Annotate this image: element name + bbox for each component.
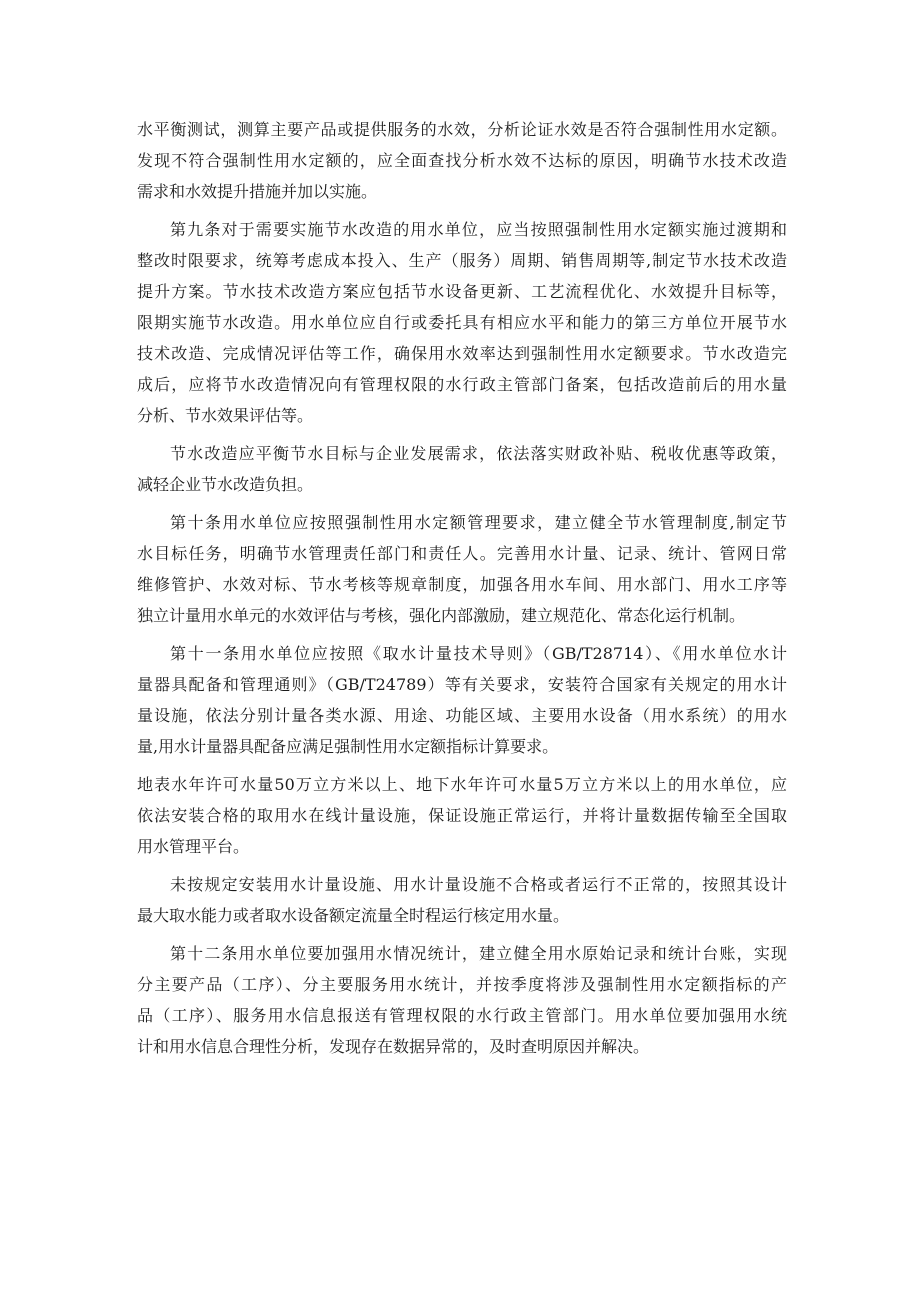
text-line: 品（工序）、服务用水信息报送有管理权限的水行政主管部门。用水单位要加强用水统 (137, 1006, 787, 1025)
text-line: 第十条用水单位应按照强制性用水定额管理要求，建立健全节水管理制度,制定节 (170, 513, 787, 532)
paragraph-gap (137, 931, 787, 938)
text-line: 成后，应将节水改造情况向有管理权限的水行政主管部门备案，包括改造前后的用水量 (137, 375, 787, 394)
text-line: 维修管护、水效对标、节水考核等规章制度，加强各用水车间、用水部门、用水工序等 (137, 575, 787, 594)
paragraph (137, 938, 787, 1062)
paragraph-gap (137, 431, 787, 438)
paragraph (137, 869, 787, 931)
document-body (137, 114, 787, 1062)
paragraph-gap (137, 500, 787, 507)
text-line: 第十一条用水单位应按照《取水计量技术导则》（GB/T28714）、《用水单位水计 (170, 644, 787, 663)
paragraph (137, 507, 787, 631)
text-line: 第九条对于需要实施节水改造的用水单位，应当按照强制性用水定额实施过渡期和 (170, 220, 787, 239)
text-line: 提升方案。节水技术改造方案应包括节水设备更新、工艺流程优化、水效提升目标等， (137, 282, 787, 301)
paragraph-gap (137, 631, 787, 638)
text-line: 计和用水信息合理性分析，发现存在数据异常的，及时查明原因并解决。 (137, 1037, 650, 1056)
paragraph-gap (137, 862, 787, 869)
text-line: 分析、节水效果评估等。 (137, 406, 314, 425)
text-line: 量器具配备和管理通则》（GB/T24789）等有关要求，安装符合国家有关规定的用水计 (137, 675, 787, 694)
text-line: 分主要产品（工序）、分主要服务用水统计，并按季度将涉及强制性用水定额指标的产 (137, 975, 787, 994)
paragraph (137, 638, 787, 762)
text-line: 限期实施节水改造。用水单位应自行或委托具有相应水平和能力的第三方单位开展节水 (137, 313, 787, 332)
text-line: 技术改造、完成情况评估等工作，确保用水效率达到强制性用水定额要求。节水改造完 (137, 344, 787, 363)
text-line: 地表水年许可水量50万立方米以上、地下水年许可水量5万立方米以上的用水单位，应 (137, 775, 787, 794)
paragraph (137, 438, 787, 500)
text-line: 独立计量用水单元的水效评估与考核，强化内部激励，建立规范化、常态化运行机制。 (137, 606, 746, 625)
paragraph (137, 214, 787, 431)
paragraph-gap (137, 207, 787, 214)
text-line: 用水管理平台。 (137, 837, 250, 856)
text-line: 水目标任务，明确节水管理责任部门和责任人。完善用水计量、记录、统计、管网日常 (137, 544, 787, 563)
text-line: 第十二条用水单位要加强用水情况统计，建立健全用水原始记录和统计台账，实现 (170, 944, 787, 963)
paragraph (137, 769, 787, 862)
text-line: 未按规定安装用水计量设施、用水计量设施不合格或者运行不正常的，按照其设计 (170, 875, 787, 894)
text-line: 依法安装合格的取用水在线计量设施，保证设施正常运行，并将计量数据传输至全国取 (137, 806, 787, 825)
text-line: 整改时限要求，统筹考虑成本投入、生产（服务）周期、销售周期等,制定节水技术改造 (137, 251, 787, 270)
paragraph-gap (137, 762, 787, 769)
text-line: 发现不符合强制性用水定额的，应全面查找分析水效不达标的原因，明确节水技术改造 (137, 151, 787, 170)
text-line: 量设施，依法分别计量各类水源、用途、功能区域、主要用水设备（用水系统）的用水 (137, 706, 787, 725)
text-line: 最大取水能力或者取水设备额定流量全时程运行核定用水量。 (137, 906, 570, 925)
text-line: 减轻企业节水改造负担。 (137, 475, 314, 494)
paragraph (137, 114, 787, 207)
text-line: 节水改造应平衡节水目标与企业发展需求，依法落实财政补贴、税收优惠等政策， (170, 444, 787, 463)
text-line: 水平衡测试，测算主要产品或提供服务的水效，分析论证水效是否符合强制性用水定额。 (137, 120, 787, 139)
text-line: 需求和水效提升措施并加以实施。 (137, 182, 378, 201)
text-line: 量,用水计量器具配备应满足强制性用水定额指标计算要求。 (137, 737, 559, 756)
